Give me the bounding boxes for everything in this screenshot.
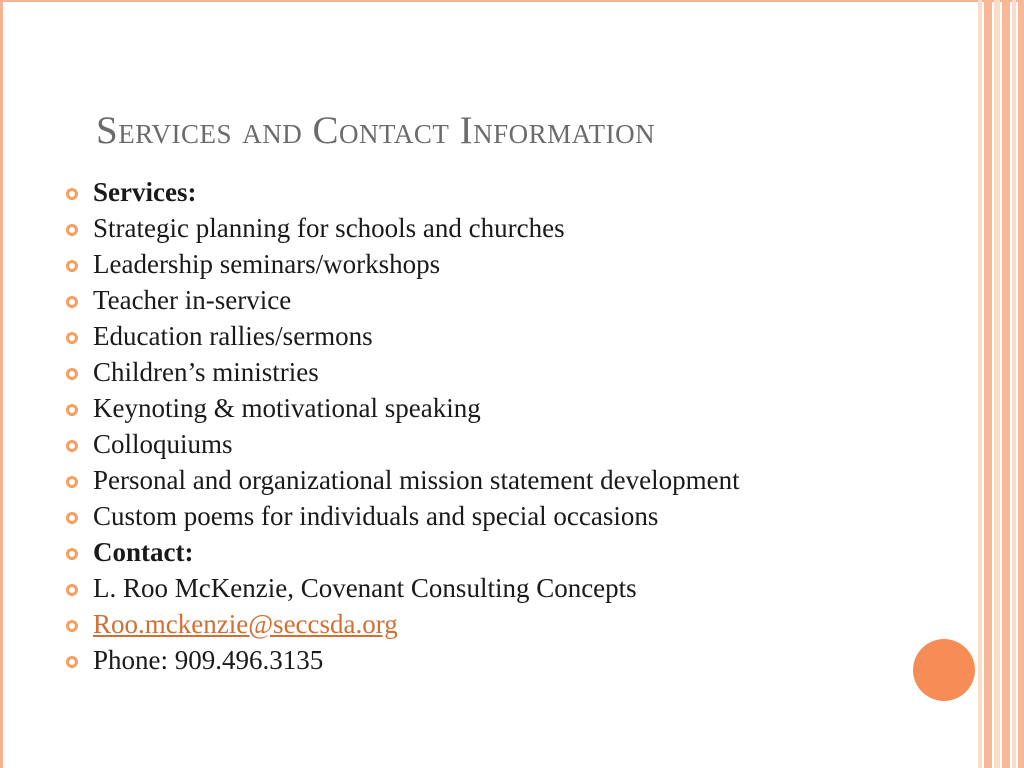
item-text: Personal and organizational mission statement development xyxy=(93,465,740,495)
item-text: Leadership seminars/workshops xyxy=(93,249,441,279)
stripe xyxy=(1002,0,1010,768)
slide-title: Services and Contact Information xyxy=(96,109,656,152)
circle-bullet-icon xyxy=(66,260,78,272)
list-item xyxy=(64,250,864,279)
circle-bullet-icon xyxy=(66,404,78,416)
decorative-circle xyxy=(913,639,975,701)
item-text: Education rallies/sermons xyxy=(93,321,373,351)
item-text: Custom poems for individuals and special occasions xyxy=(93,501,659,531)
stripe xyxy=(978,0,982,768)
section-heading xyxy=(64,178,864,207)
list-item xyxy=(64,430,864,459)
circle-bullet-icon xyxy=(66,656,78,668)
right-stripes xyxy=(978,0,1024,768)
list-item xyxy=(64,322,864,351)
list-item xyxy=(64,358,864,387)
section-heading xyxy=(64,538,864,567)
list-item xyxy=(64,646,864,675)
circle-bullet-icon xyxy=(66,224,78,236)
circle-bullet-icon xyxy=(66,620,78,632)
circle-bullet-icon xyxy=(66,188,78,200)
list-item xyxy=(64,574,864,603)
item-text: Phone: 909.496.3135 xyxy=(93,645,324,675)
list-item xyxy=(64,286,864,315)
circle-bullet-icon xyxy=(66,584,78,596)
item-text: Contact: xyxy=(93,537,194,567)
circle-bullet-icon xyxy=(66,548,78,560)
left-border xyxy=(0,0,3,768)
stripe xyxy=(1018,0,1024,768)
circle-bullet-icon xyxy=(66,440,78,452)
item-text: Strategic planning for schools and churches xyxy=(93,213,565,243)
top-border xyxy=(0,0,1024,2)
circle-bullet-icon xyxy=(66,368,78,380)
circle-bullet-icon xyxy=(66,476,78,488)
circle-bullet-icon xyxy=(66,296,78,308)
item-text: Children’s ministries xyxy=(93,357,319,387)
circle-bullet-icon xyxy=(66,512,78,524)
stripe xyxy=(1012,0,1016,768)
item-text: Services: xyxy=(93,177,197,207)
stripe xyxy=(994,0,1000,768)
item-text: L. Roo McKenzie, Covenant Consulting Concepts xyxy=(93,573,637,603)
item-text: Colloquiums xyxy=(93,429,233,459)
item-text: Teacher in-service xyxy=(93,285,292,315)
content-list xyxy=(64,178,864,682)
list-item xyxy=(64,394,864,423)
list-item xyxy=(64,502,864,531)
stripe xyxy=(984,0,992,768)
email-link[interactable]: Roo.mckenzie@seccsda.org xyxy=(93,609,398,639)
item-text: Keynoting & motivational speaking xyxy=(93,393,481,423)
list-item xyxy=(64,214,864,243)
circle-bullet-icon xyxy=(66,332,78,344)
list-item xyxy=(64,610,864,639)
list-item xyxy=(64,466,864,495)
